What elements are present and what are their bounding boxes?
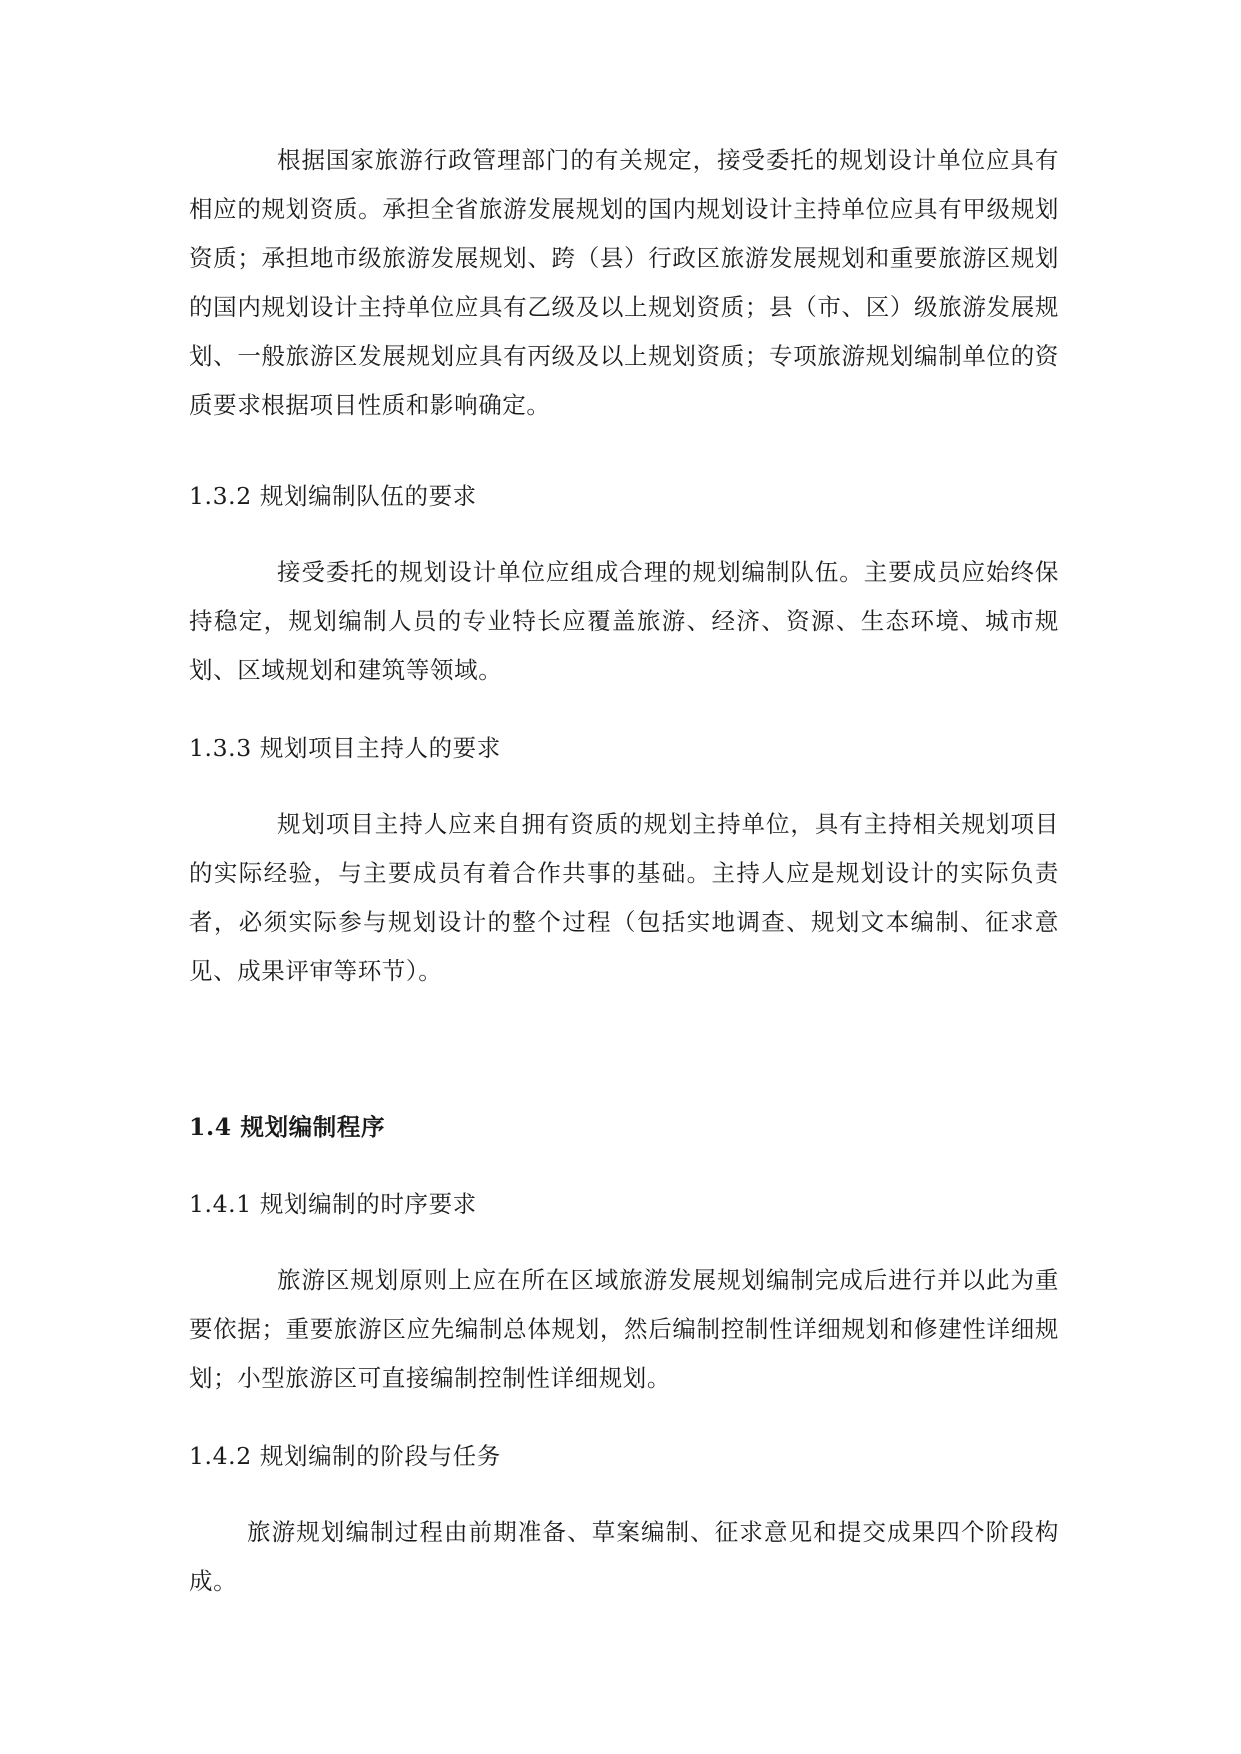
paragraph-project-host-requirements: 规划项目主持人应来自拥有资质的规划主持单位，具有主持相关规划项目的实际经验，与主要成员有着合作共事的基础。主持人应是规划设计的实际负责者，必须实际参与规划设计的整个过程（包括实地调查、规划文本编制、征求意见、成果评审等环节）。	[189, 810, 1059, 985]
paragraph-stages-and-tasks: 旅游规划编制过程由前期准备、草案编制、征求意见和提交成果四个阶段构成。	[189, 1518, 1059, 1595]
heading-1-4-1: 1.4.1 规划编制的时序要求	[189, 1190, 477, 1218]
paragraph-team-requirements: 接受委托的规划设计单位应组成合理的规划编制队伍。主要成员应始终保持稳定，规划编制人员的专业特长应覆盖旅游、经济、资源、生态环境、城市规划、区域规划和建筑等领域。	[189, 558, 1059, 684]
heading-1-3-3: 1.3.3 规划项目主持人的要求	[189, 734, 501, 762]
paragraph-qualification-requirements: 根据国家旅游行政管理部门的有关规定，接受委托的规划设计单位应具有相应的规划资质。承担全省旅游发展规划的国内规划设计主持单位应具有甲级规划资质；承担地市级旅游发展规划、跨（县）行政区旅游发展规划和重要旅游区规划的国内规划设计主持单位应具有乙级及以上规划资质；县（市、区）级旅游发展规划、一般旅游区发展规划应具有丙级及以上规划资质；专项旅游规划编制单位的资质要求根据项目性质和影响确定。	[189, 146, 1059, 419]
heading-1-3-2: 1.3.2 规划编制队伍的要求	[189, 482, 477, 510]
paragraph-timing-requirements: 旅游区规划原则上应在所在区域旅游发展规划编制完成后进行并以此为重要依据；重要旅游区应先编制总体规划，然后编制控制性详细规划和修建性详细规划；小型旅游区可直接编制控制性详细规划。	[189, 1266, 1059, 1392]
heading-1-4: 1.4 规划编制程序	[189, 1113, 386, 1141]
heading-1-4-2: 1.4.2 规划编制的阶段与任务	[189, 1442, 501, 1470]
